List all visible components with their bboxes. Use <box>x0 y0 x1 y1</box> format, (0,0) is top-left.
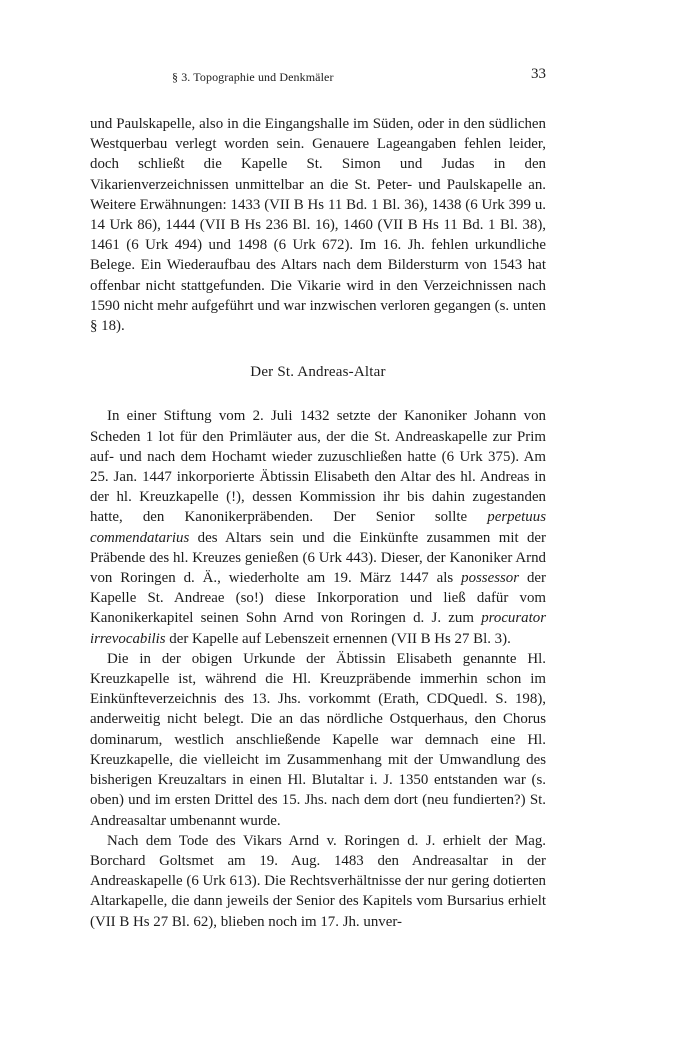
paragraph-continuation: und Paulskapelle, also in die Eingangshalle im Süden, oder in den südlichen Westquerbau verlegt worden sein. Genauere Lageangaben fehlen leider, doch schließt die Kapelle St. Simon und Judas in den Vikarienverzeichnissen unmittelbar an die St. Peter- und Paulskapelle an. Weitere Erwähnungen: 1433 (VII B Hs 11 Bd. 1 Bl. 36), 1438 (6 Urk 399 u. 14 Urk 86), 1444 (VII B Hs 236 Bl. 16), 1460 (VII B Hs 11 Bd. 1 Bl. 38), 1461 (6 Urk 494) und 1498 (6 Urk 672). Im 16. Jh. fehlen urkundliche Belege. Ein Wiederaufbau des Altars nach dem Bildersturm von 1543 hat offenbar nicht stattgefunden. Die Vikarie wird in den Verzeichnissen nach 1590 nicht mehr aufgeführt und war inzwischen verloren gegangen (s. unten § 18). <box>90 116 546 335</box>
paragraph-text: der Kapelle St. Andreae (so!) diese Inkorporation und ließ dafür vom Kanonikerkapitel seinen Sohn Arnd von Roringen d. J. zum <box>90 570 546 627</box>
paragraph-text: des Altars sein und die Einkünfte zusammen mit der Präbende des hl. Kreuzes genießen (6 Urk 443). Dieser, der Kanoniker Arnd von Roringen d. Ä., wiederholte am 19. März 1447 als <box>90 529 546 587</box>
paragraph-text: In einer Stiftung vom 2. Juli 1432 setzte der Kanoniker Johann von Scheden 1 lot für den Primläuter aus, der die St. Andreaskapelle zur Prim auf- und nach dem Hochamt wieder zuzuschließen hatte (6 Urk 375). Am 25. Jan. 1447 inkorporierte Äbtissin Elisabeth den Altar des hl. Andreas in der hl. Kreuzkapelle (!), dessen Kommission ihr bis dahin zugestanden hatte, den Kanonikerpräbenden. Der Senior sollte <box>90 408 546 526</box>
paragraph-goltsmet: Nach dem Tode des Vikars Arnd v. Roringen d. J. erhielt der Mag. Borchard Goltsmet am 19. Aug. 1483 den Andreasaltar in der Andreaskapelle (6 Urk 613). Die Rechtsverhältnisse der nur gering dotierten Altarkapelle, die dann jeweils der Senior des Kapitels vom Bursarius erhielt (VII B Hs 27 Bl. 62), blieben noch im 17. Jh. unver- <box>90 832 546 930</box>
section-heading: Der St. Andreas-Altar <box>250 364 386 381</box>
body-text <box>90 114 546 932</box>
page-number: 33 <box>531 66 546 82</box>
paragraph-andreas-foundation <box>90 406 546 648</box>
running-head-title: § 3. Topographie und Denkmäler <box>172 70 334 84</box>
running-head <box>90 66 546 86</box>
paragraph-kreuzkapelle: Die in der obigen Urkunde der Äbtissin Elisabeth genannte Hl. Kreuzkapelle ist, während die Hl. Kreuzpräbende immerhin schon im Einkünfteverzeichnis des 13. Jhs. vorkommt (Erath, CDQuedl. S. 198), anderweitig nicht belegt. Die an das nördliche Ostquerhaus, den Chorus dominarum, westlich anschließende Kapelle war demnach eine Hl. Kreuzkapelle, die vielleicht im Zusammenhang mit der Umwandlung des bisherigen Kreuzaltars in einen Hl. Blutaltar i. J. 1350 entstanden war (s. oben) und im ersten Drittel des 15. Jhs. nach dem dort (neu fundierten?) St. Andreasaltar umbenannt wurde. <box>90 650 546 829</box>
latin-term: procurator irrevocabilis <box>90 610 546 647</box>
latin-term: possessor <box>461 570 520 587</box>
latin-term: perpetuus commendatarius <box>90 509 546 546</box>
paragraph-text: der Kapelle auf Lebenszeit ernennen (VII B Hs 27 Bl. 3). <box>165 630 511 647</box>
